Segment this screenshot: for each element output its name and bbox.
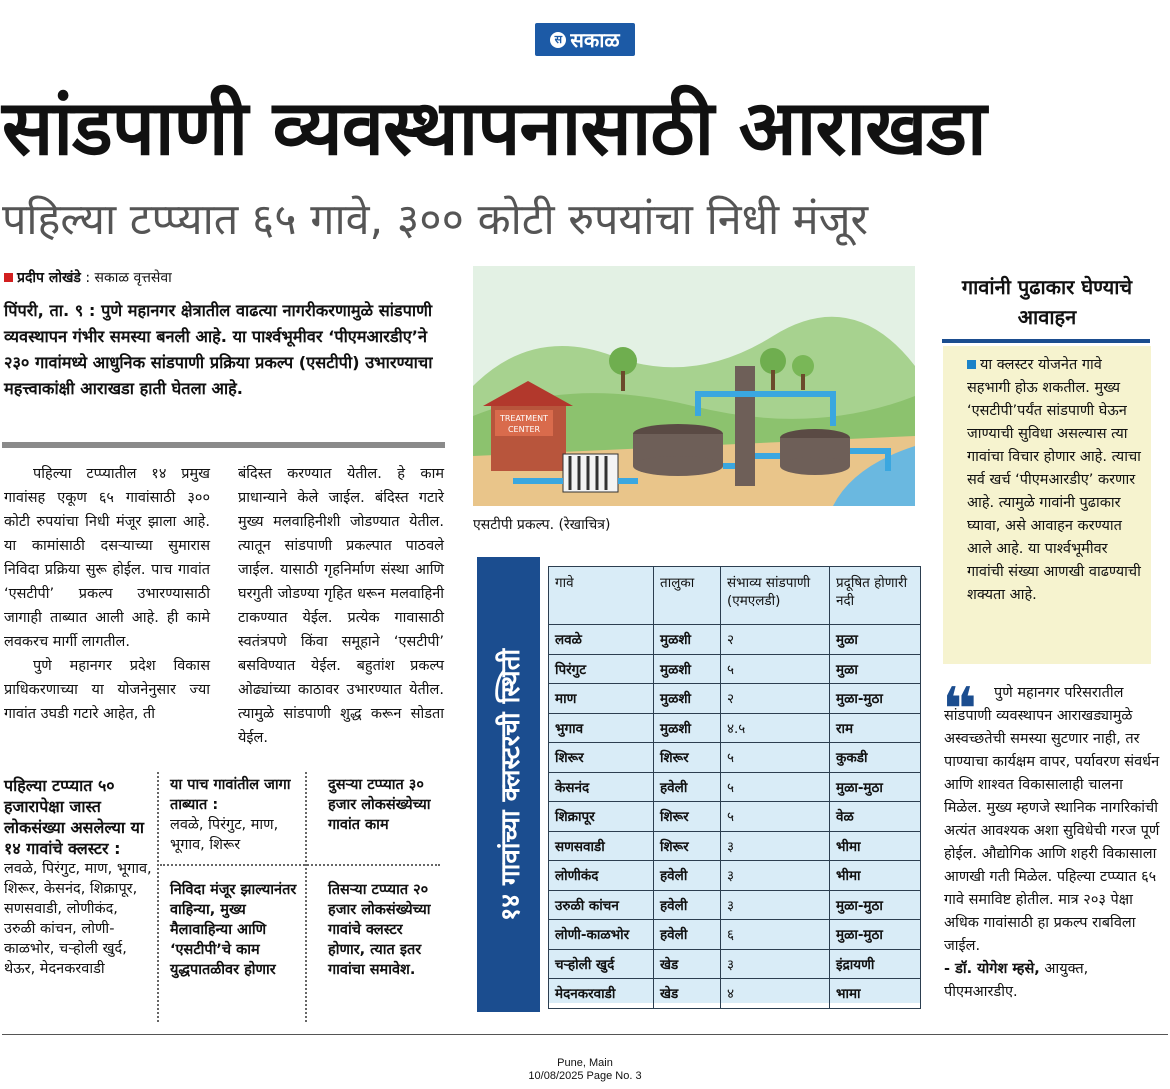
footer-edition: Pune, Main (557, 1057, 613, 1069)
stp-illustration-drawing (473, 266, 915, 506)
cell-taluka: शिरूर (654, 743, 721, 773)
cell-taluka: मुळशी (654, 713, 721, 743)
cell-sewage: २ (721, 684, 830, 714)
col-header-river: प्रदूषित होणारी नदी (830, 567, 921, 625)
illustration-caption: एसटीपी प्रकल्प. (रेखाचित्र) (473, 517, 611, 533)
sidebar-text: या क्लस्टर योजनेत गावे सहभागी होऊ शकतील. मुख्य ‘एसटीपी’पर्यंत सांडपाणी घेऊन जाण्याची सुविधा असल्यास त्या गावांचा विचार होणार आहे. त्याचा सर्व खर्च ‘पीएमआरडीए’ करणार आहे. त्यामुळे गावांनी पुढाकार घ्यावा, असे आवाहन करण्यात आले आहे. या पार्श्वभूमीवर गावांची संख्या आणखी वाढण्याची शक्यता आहे. (967, 357, 1141, 603)
cell-village: सणसवाडी (549, 831, 654, 861)
cell-taluka: मुळशी (654, 625, 721, 655)
lead-paragraph: पिंपरी, ता. ९ : पुणे महानगर क्षेत्रातील वाढत्या नागरीकरणामुळे सांडपाणी व्यवस्थापन गंभीर समस्या बनली आहे. या पार्श्वभूमीवर ‘पीएमआरडीए’ने २३० गावांमध्ये आधुनिक सांडपाणी प्रक्रिया प्रकल्प (एसटीपी) उभारण्याचा महत्त्वाकांक्षी आराखडा हाती घेतला आहे. (4, 301, 433, 398)
table-band-title (477, 557, 540, 1012)
lead-divider (2, 442, 445, 448)
cell-sewage: ४.५ (721, 713, 830, 743)
fact-box-tender: निविदा मंजूर झाल्यानंतर वाहिन्या, मुख्य मैलावाहिन्या आणि ‘एसटीपी’चे काम युद्धपातळीवर होणार (170, 882, 297, 978)
cell-river: भामा (830, 979, 921, 1009)
table-row (549, 743, 921, 773)
cell-taluka: हवेली (654, 920, 721, 950)
cell-taluka: मुळशी (654, 654, 721, 684)
quote-mark-icon: ❝ (942, 675, 978, 745)
cell-village: पिरंगुट (549, 654, 654, 684)
fact-box-phase1-text: लवळे, पिरंगुट, माण, भूगाव, शिरूर, केसनंद, शिक्रापूर, सणसवाडी, लोणीकंद, उरुळी कांचन, लोणी-काळभोर, चऱ्होली खुर्द, थेऊर, मेदनकरवाडी (4, 861, 152, 977)
logo-text: सकाळ (570, 28, 620, 52)
headline: सांडपाणी व्यवस्थापनासाठी आराखडा (2, 83, 986, 172)
box-divider (305, 772, 307, 1022)
cell-river: वेळ (830, 802, 921, 832)
byline (4, 268, 172, 287)
cell-river: इंद्रायणी (830, 949, 921, 979)
byline-author: प्रदीप लोखंडे (17, 270, 81, 286)
sidebar-title: गावांनी पुढाकार घेण्याचे आवाहन (961, 275, 1133, 329)
fact-box-phase2: दुसऱ्या टप्प्यात ३० हजार लोकसंख्येच्या गावांत काम (328, 777, 431, 833)
page-footer (500, 1057, 670, 1083)
cell-sewage: ५ (721, 802, 830, 832)
body-paragraph-1: पहिल्या टप्प्यातील १४ प्रमुख गावांसह एकूण ६५ गावांसाठी ३०० कोटी रुपयांचा निधी मंजूर झाला आहे. या कामांसाठी दसऱ्याच्या सुमारास निविदा प्रक्रिया सुरू होईल. पाच गावांत ‘एसटीपी’ प्रकल्प उभारण्यासाठी जागाही ताब्यात आली आहे. ही कामे लवकरच मार्गी लागतील. (4, 466, 210, 650)
cell-river: मुळा (830, 654, 921, 684)
box-divider (157, 772, 159, 1022)
quote-text: पुणे महानगर परिसरातील सांडपाणी व्यवस्थापन आराखड्यामुळे अस्वच्छतेची समस्या सुटणार नाही, तर पाण्याचा कार्यक्षम वापर, पर्यावरण संवर्धन आणि शाश्वत विकासालाही चालना मिळेल. मुख्य म्हणजे स्थानिक नागरिकांची अत्यंत आवश्यक अशा सुविधेची गरज पूर्ण होईल. औद्योगिक आणि शहरी विकासाला आणखी गती मिळेल. पहिल्या टप्प्यात ६५ गावे समाविष्ट होतील. मात्र २०३ पेक्षा अधिक गावांसाठी हा प्रकल्प राबविला जाईल. (944, 685, 1160, 954)
fact-box-phase1-title: पहिल्या टप्प्यात ५० हजारापेक्षा जास्त लोकसंख्या असलेल्या या १४ गावांचे क्लस्टर : (4, 776, 145, 858)
footer-date-page: 10/08/2025 Page No. 3 (528, 1070, 642, 1082)
byline-square-icon (4, 273, 13, 282)
table-row (549, 831, 921, 861)
sidebar-box (943, 346, 1151, 664)
cell-sewage: ६ (721, 920, 830, 950)
cell-sewage: ३ (721, 831, 830, 861)
cell-village: चऱ्होली खुर्द (549, 949, 654, 979)
cell-village: लोणीकंद (549, 861, 654, 891)
col-header-taluka: तालुका (654, 567, 721, 625)
cell-village: केसनंद (549, 772, 654, 802)
cell-river: भीमा (830, 831, 921, 861)
cell-river: राम (830, 713, 921, 743)
cell-village: लोणी-काळभोर (549, 920, 654, 950)
cell-sewage: २ (721, 625, 830, 655)
sign-line-1: TREATMENT (499, 414, 549, 423)
cluster-table-grid (548, 566, 921, 1009)
fact-box-phase1 (4, 775, 152, 979)
cell-village: भुगाव (549, 713, 654, 743)
table-row (549, 713, 921, 743)
table-row (549, 772, 921, 802)
cell-village: शिक्रापूर (549, 802, 654, 832)
stp-illustration (473, 266, 915, 506)
cell-taluka: शिरूर (654, 831, 721, 861)
cell-river: कुकडी (830, 743, 921, 773)
col-header-village: गावे (549, 567, 654, 625)
table-row (549, 920, 921, 950)
table-row (549, 861, 921, 891)
cell-village: शिरूर (549, 743, 654, 773)
cell-river: मुळा-मुठा (830, 920, 921, 950)
body-paragraph-2: पुणे महानगर प्रदेश विकास प्राधिकरणाच्या या योजनेनुसार ज्या गावांत उघडी गटारे आहेत, ती (4, 658, 210, 722)
table-row (549, 949, 921, 979)
cell-sewage: ५ (721, 654, 830, 684)
table-row (549, 625, 921, 655)
cell-village: माण (549, 684, 654, 714)
cell-taluka: खेड (654, 949, 721, 979)
cell-sewage: ४ (721, 979, 830, 1009)
fact-box-phase3: तिसऱ्या टप्प्यात २० हजार लोकसंख्येच्या गावांचे क्लस्टर होणार, त्यात इतर गावांचा समावेश. (328, 882, 431, 978)
footer-rule (2, 1034, 1168, 1035)
cell-river: मुळा-मुठा (830, 890, 921, 920)
body-column-1 (4, 462, 210, 726)
sidebar-paragraph (967, 354, 1141, 607)
quote-attribution-name: - डॉ. योगेश म्हसे, (944, 961, 1040, 977)
cell-taluka: शिरूर (654, 802, 721, 832)
cell-taluka: हवेली (654, 861, 721, 891)
subheadline: पहिल्या टप्प्यात ६५ गावे, ३०० कोटी रुपयांचा निधी मंजूर (2, 195, 869, 245)
logo-emblem-icon: स (550, 32, 566, 48)
fact-box-land-title: या पाच गावांतील जागा ताब्यात : (170, 777, 291, 813)
cell-taluka: खेड (654, 979, 721, 1009)
table-row (549, 802, 921, 832)
table-row (549, 890, 921, 920)
cell-river: मुळा-मुठा (830, 772, 921, 802)
sign-line-2: CENTER (507, 425, 541, 434)
table-row (549, 684, 921, 714)
cell-taluka: हवेली (654, 772, 721, 802)
sidebar-square-icon (967, 360, 976, 369)
cell-village: उरुळी कांचन (549, 890, 654, 920)
cell-river: भीमा (830, 861, 921, 891)
body-column-2: बंदिस्त करण्यात येतील. हे काम प्राधान्याने केले जाईल. बंदिस्त गटारे मुख्य मलवाहिनीशी जोडण्यात येतील. त्यातून सांडपाणी प्रकल्पात पाठवले जाईल. यासाठी गृहनिर्माण संस्था आणि घरगुती जोडण्या गृहित धरून मलवाहिनी टाकण्यात येईल. प्रत्येक गावासाठी स्वतंत्रपणे किंवा समूहाने ‘एसटीपी’ बसविण्यात येईल. बहुतांश प्रकल्प ओढ्यांच्या काठावर उभारण्यात येतील. त्यामुळे सांडपाणी शुद्ध करून सोडता येईल. (238, 466, 444, 746)
cell-sewage: ५ (721, 772, 830, 802)
fact-box-land-text: लवळे, पिरंगुट, माण, भूगाव, शिरूर (170, 817, 279, 853)
cell-river: मुळा-मुठा (830, 684, 921, 714)
cell-river: मुळा (830, 625, 921, 655)
cell-sewage: ३ (721, 861, 830, 891)
commissioner-quote (942, 675, 1164, 1004)
table-band-title-text: १४ गावांच्या क्लस्टरची स्थिती (495, 648, 526, 921)
cell-taluka: मुळशी (654, 684, 721, 714)
cluster-table (548, 566, 921, 1003)
masthead-logo (535, 23, 635, 56)
box-divider (160, 864, 440, 866)
col-header-sewage: संभाव्य सांडपाणी (एमएलडी) (721, 567, 830, 625)
fact-box-land (170, 775, 298, 855)
cell-sewage: ३ (721, 890, 830, 920)
cell-village: लवळे (549, 625, 654, 655)
sidebar-rule (942, 339, 1150, 343)
cell-taluka: हवेली (654, 890, 721, 920)
cell-sewage: ५ (721, 743, 830, 773)
table-row (549, 979, 921, 1009)
cell-sewage: ३ (721, 949, 830, 979)
cell-village: मेदनकरवाडी (549, 979, 654, 1009)
table-row (549, 654, 921, 684)
byline-agency: : सकाळ वृत्तसेवा (80, 270, 172, 286)
quote-attribution-role: आयुक्त, पीएमआरडीए. (944, 961, 1089, 1000)
